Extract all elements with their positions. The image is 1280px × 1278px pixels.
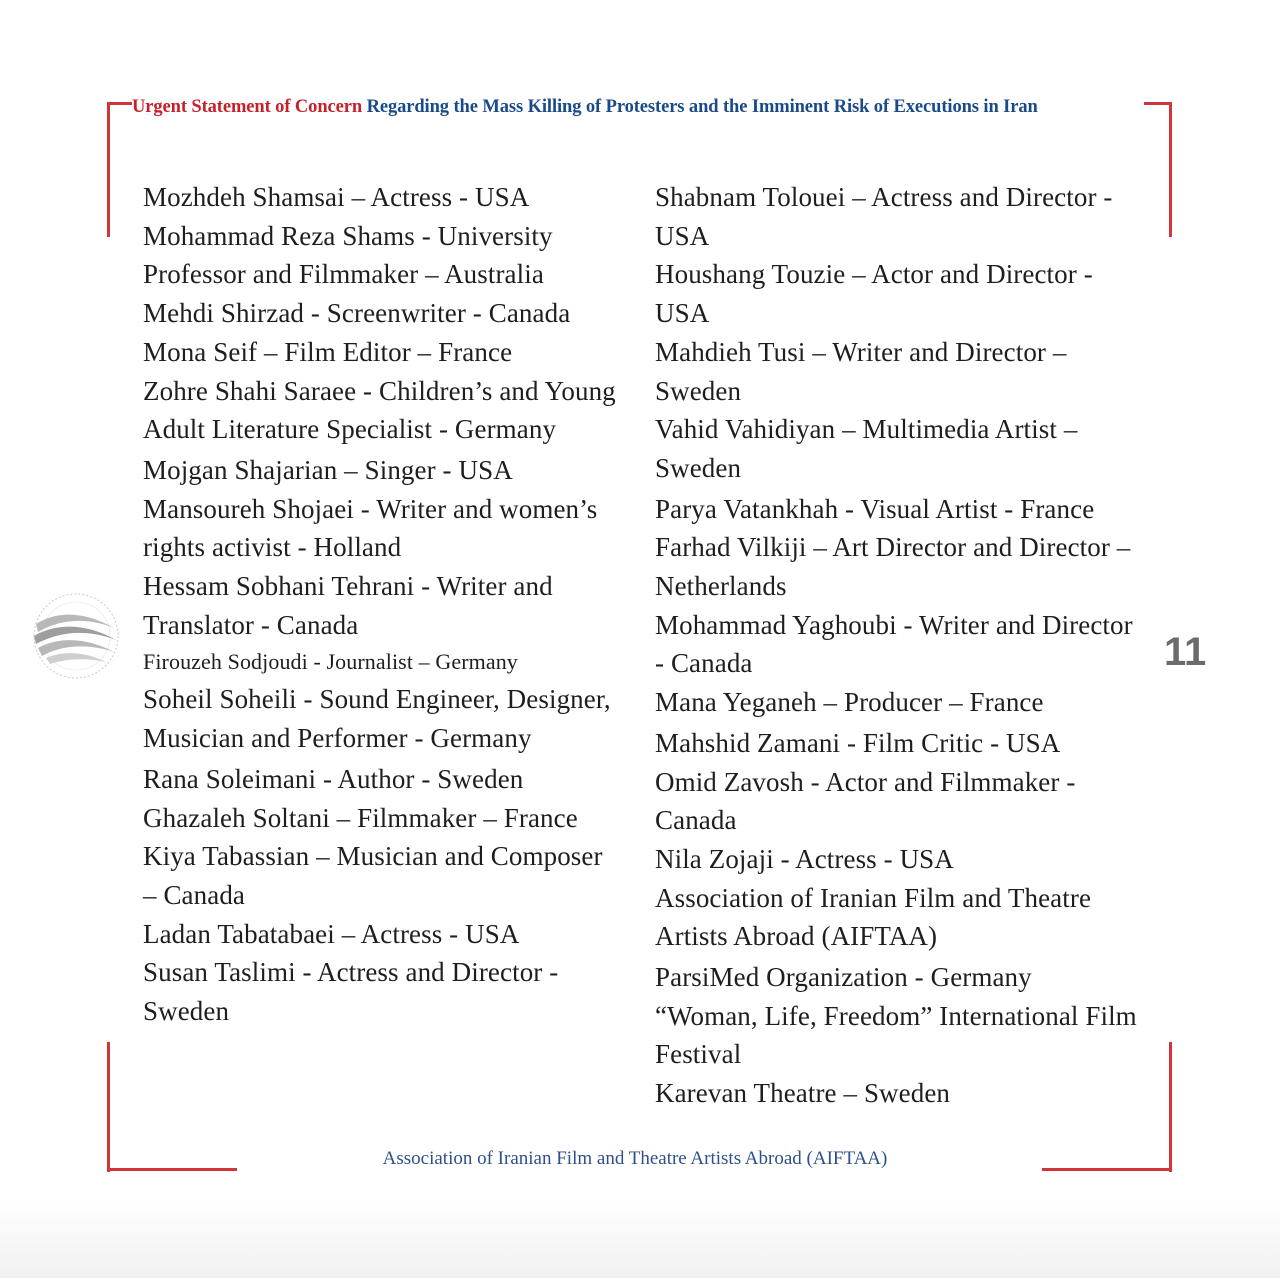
signatory-entry: Hessam Sobhani Tehrani - Writer and Translator - Canada [143,571,553,640]
frame-top-right-v [1169,102,1172,237]
signatory-entry: Firouzeh Sodjoudi - Journalist – Germany [143,649,518,675]
aiftaa-wave-logo-icon [28,588,124,684]
signatory-entry: Rana Soleimani - Author - Sweden [143,763,524,794]
signatory-entry: Susan Taslimi - Actress and Director - Sweden [143,957,559,1027]
signatory-entry: Mana Yeganeh – Producer – France [655,687,1044,718]
signatory-entry: Mahshid Zamani - Film Critic - USA [655,727,1061,758]
footer-organization: Association of Iranian Film and Theatre Artists Abroad (AIFTAA) [382,1148,888,1169]
signatory-entry: Omid Zavosh - Actor and Filmmaker - Canada [655,766,1076,836]
signatory-entry: Mahdieh Tusi – Writer and Director – Sweden [655,336,1067,406]
signatory-entry: Karevan Theatre – Sweden [655,1078,951,1109]
statement-title-red: Urgent Statement of Concern [132,97,363,117]
signatory-entry: Kiya Tabassian – Musician and Composer – Canada [143,841,603,910]
signatory-entry: Zohre Shahi Saraee - Children’s and Young Adult Literature Specialist - Germany [143,375,616,445]
statement-title-blue: Regarding the Mass Killing of Protesters and the Imminent Risk of Executions in Iran [362,97,1038,117]
signatory-entry: Nila Zojaji - Actress - USA [655,843,954,874]
signatory-entry: Parya Vatankhah - Visual Artist - France [655,493,1095,524]
signatory-entry: Ladan Tabatabaei – Actress - USA [143,918,520,949]
signatory-entry: Association of Iranian Film and Theatre Artists Abroad (AIFTAA) [655,882,1092,952]
page-number: 11 [1164,630,1207,674]
statement-title [132,97,1142,118]
signatory-entry: “Woman, Life, Freedom” International Film Festival [655,1000,1137,1070]
signatory-entry: Shabnam Tolouei – Actress and Director - USA [655,182,1113,251]
signatories-right-column [655,178,1145,1113]
signatory-entry: Vahid Vahidiyan – Multimedia Artist – Sweden [655,414,1078,483]
signatory-entry: Mojgan Shajarian – Singer - USA [143,454,513,485]
signatory-entry: ParsiMed Organization - Germany [655,962,1032,993]
signatory-entry: Soheil Soheili - Sound Engineer, Designer, Musician and Performer - Germany [143,684,611,754]
frame-top-left-h [107,102,133,105]
signatory-entry: Mohammad Reza Shams - University Professor and Filmmaker – Australia [143,220,553,290]
signatory-entry: Houshang Touzie – Actor and Director - USA [655,259,1093,329]
signatory-entry: Farhad Vilkiji – Art Director and Director – Netherlands [655,532,1131,602]
frame-top-right-h [1144,102,1172,105]
signatory-entry: Ghazaleh Soltani – Filmmaker – France [143,802,578,833]
frame-top-left-v [107,102,110,237]
signatories-left-column [143,178,623,1031]
signatory-entry: Mozhdeh Shamsai – Actress - USA [143,182,530,212]
signatory-entry: Mohammad Yaghoubi - Writer and Director - Canada [655,609,1133,679]
signatory-entry: Mona Seif – Film Editor – France [143,336,513,367]
signatory-entry: Mansoureh Shojaei - Writer and women’s rights activist - Holland [143,493,598,563]
signatory-entry: Mehdi Shirzad - Screenwriter - Canada [143,298,571,329]
bottom-fade [0,1200,1280,1278]
